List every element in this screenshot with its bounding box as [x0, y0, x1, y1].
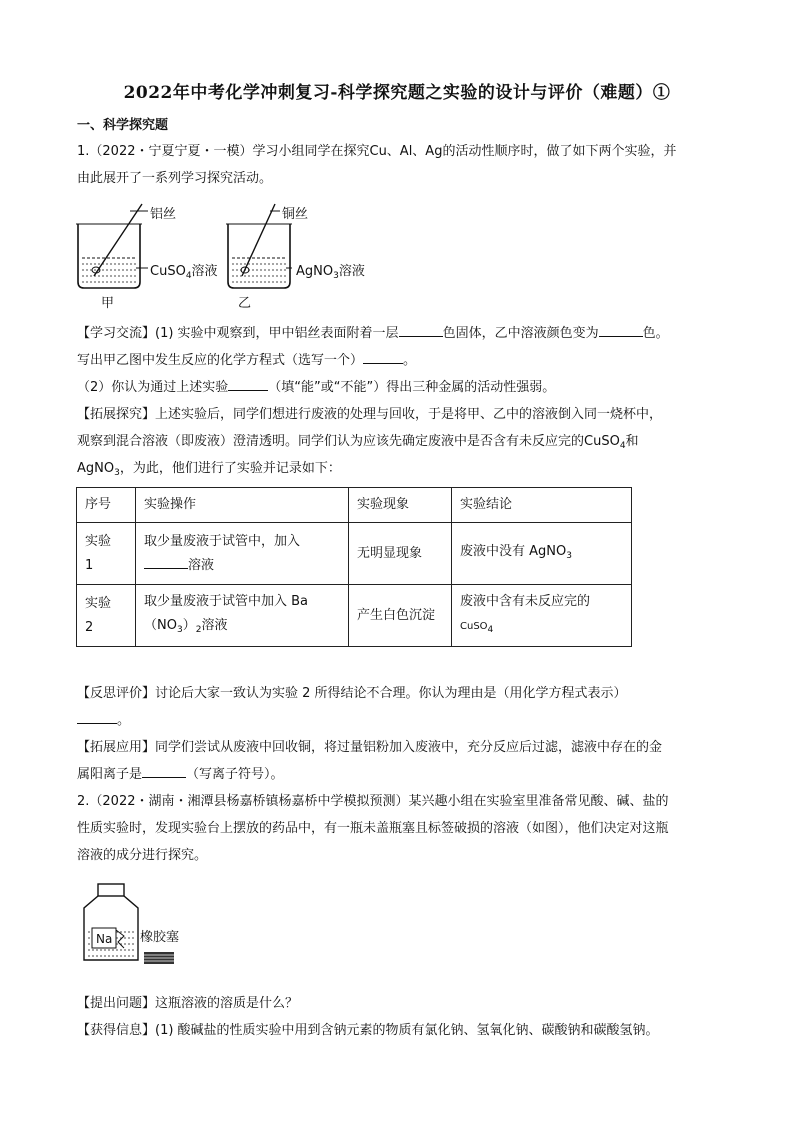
label-agno3-solution: AgNO$_3$溶液 [296, 264, 365, 281]
q2-stem-line3: 溶液的成分进行探究。 [77, 848, 208, 863]
table-row [77, 523, 632, 585]
section-heading: 一、科学探究题 [77, 118, 169, 133]
reflection-line1: 【反思评价】讨论后大家一致认为实验 2 所得结论不合理。你认为理由是（用化学方程式表示） [77, 686, 627, 701]
beaker-figure [70, 196, 390, 316]
q1-stem-line1: 1.（2022・宁夏宁夏・一模）学习小组同学在探究Cu、Al、Ag的活动性顺序时，做了如下两个实验，并 [77, 144, 677, 159]
answer-blank-3[interactable] [363, 351, 403, 364]
table-cell: 废液中含有未反应完的 CuSO$_4$ [452, 585, 632, 647]
page-title: 2022年中考化学冲刺复习-科学探究题之实验的设计与评价（难题）① [123, 83, 671, 103]
table-cell: 取少量废液于试管中，加入 溶液 [136, 523, 349, 585]
label-na: Na [96, 932, 113, 946]
application-line2: 属阳离子是 （写离子符号）。 [77, 767, 284, 782]
table-row [77, 585, 632, 647]
label-beaker-jia: 甲 [101, 296, 115, 311]
extension-line1: 【拓展探究】上述实验后，同学们想进行废液的处理与回收，于是将甲、乙中的溶液倒入同一烧杯中， [77, 407, 663, 422]
label-beaker-yi: 乙 [238, 296, 252, 311]
exchange-line: 【学习交流】(1) 实验中观察到，甲中铝丝表面附着一层 色固体，乙中溶液颜色变为 色。 [77, 326, 669, 341]
answer-blank-5[interactable] [144, 556, 188, 569]
table-header: 实验操作 [136, 488, 349, 523]
extension-line3: AgNO$_3$，为此，他们进行了实验并记录如下： [77, 461, 341, 478]
answer-blank-7[interactable] [142, 765, 186, 778]
answer-blank-1[interactable] [399, 324, 443, 337]
table-header: 序号 [77, 488, 136, 523]
table-cell: 产生白色沉淀 [349, 585, 452, 647]
label-cuso4-solution: CuSO$_4$溶液 [150, 264, 218, 281]
table-cell: 取少量废液于试管中加入 Ba $(NO_3)_2$溶液 [136, 585, 349, 647]
question-line: 【提出问题】这瓶溶液的溶质是什么？ [77, 996, 299, 1011]
table-cell: 废液中没有 AgNO$_3$ [452, 523, 632, 585]
q2-stem-line2: 性质实验时，发现实验台上摆放的药品中，有一瓶未盖瓶塞且标签破损的溶液（如图），他们决定对这瓶 [77, 821, 669, 836]
table-header: 实验结论 [452, 488, 632, 523]
q1-stem-line2: 由此展开了一系列学习探究活动。 [77, 171, 273, 186]
answer-blank-6[interactable] [77, 711, 117, 724]
label-cu-wire: 铜丝 [282, 207, 309, 222]
info-line: 【获得信息】(1) 酸碱盐的性质实验中用到含钠元素的物质有氯化钠、氢氧化钠、碳酸钠和碳酸氢钠。 [77, 1023, 659, 1038]
q1-part2-line: （2）你认为通过上述实验 （填“能”或“不能”）得出三种金属的活动性强弱。 [77, 380, 556, 395]
rubber-stopper-icon [144, 952, 174, 964]
application-line1: 【拓展应用】同学们尝试从废液中回收铜，将过量铝粉加入废液中，充分反应后过滤，滤液中存在的金 [77, 740, 663, 755]
table-cell: 实验 1 [77, 523, 136, 585]
q2-stem-line1: 2.（2022・湖南・湘潭县杨嘉桥镇杨嘉桥中学模拟预测）某兴趣小组在实验室里准备常见酸、碱、盐的 [77, 794, 669, 809]
table-header-row [77, 488, 632, 523]
table-cell: 实验 2 [77, 585, 136, 647]
experiment-table [76, 487, 632, 647]
extension-line2: 观察到混合溶液（即废液）澄清透明。同学们认为应该先确定废液中是否含有未反应完的CuSO$_4$和 [77, 434, 639, 451]
reflection-line2: 。 [77, 711, 717, 731]
label-al-wire: 铝丝 [150, 207, 177, 222]
answer-blank-4[interactable] [228, 378, 268, 391]
equation-line: 写出甲乙图中发生反应的化学方程式（选写一个） 。 [77, 353, 417, 368]
label-rubber-stopper: 橡胶塞 [140, 930, 180, 945]
table-header: 实验现象 [349, 488, 452, 523]
answer-blank-2[interactable] [599, 324, 643, 337]
table-cell: 无明显现象 [349, 523, 452, 585]
beaker-a-shape [76, 204, 148, 288]
